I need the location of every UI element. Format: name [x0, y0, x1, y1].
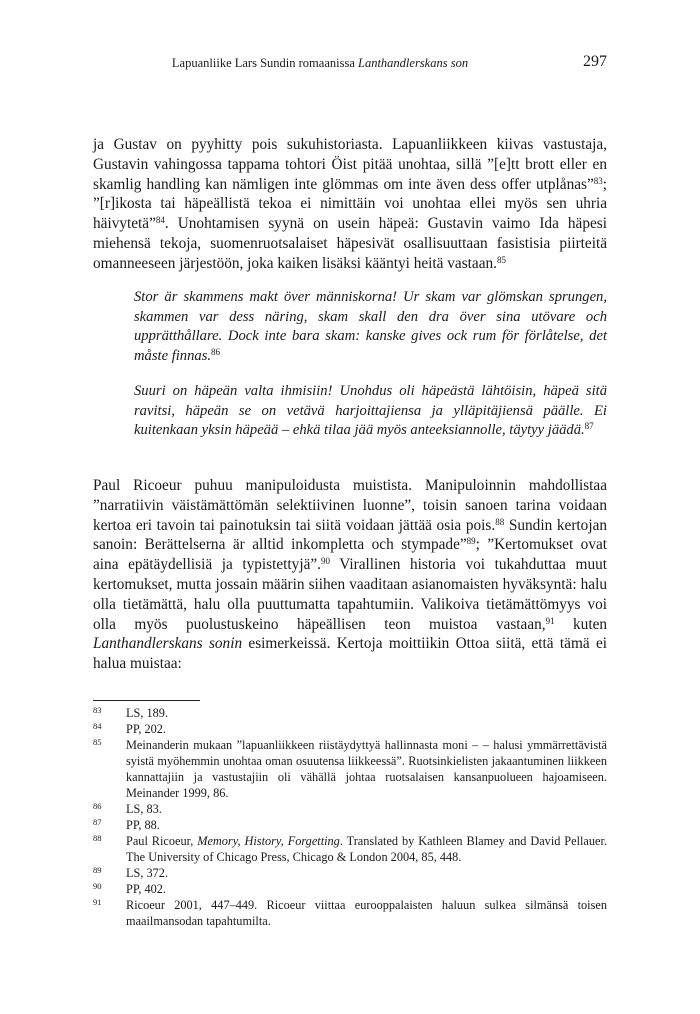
page-number: 297	[583, 53, 607, 70]
footnote-91	[93, 897, 607, 929]
footnote-83	[93, 705, 607, 721]
footnote-ref-84: 84	[155, 215, 165, 226]
paragraph-1	[93, 135, 607, 274]
block-quote-finnish	[134, 382, 607, 441]
page-header	[93, 53, 607, 73]
para2-text-f: esimerkeissä. Kertoja moittiikin Ottoa siitä, että tämä ei halua muistaa:	[93, 635, 608, 673]
footnote-rule	[93, 700, 200, 701]
footnote-number: 86	[93, 801, 102, 811]
footnote-number: 87	[93, 817, 102, 827]
footnote-text-post: . Translated by Kathleen Blamey and David Pellauer. The University of Chicago Press, Chicago & London 2004, 85, 448.	[126, 834, 607, 864]
footnote-text: PP, 402.	[126, 882, 166, 896]
footnote-text: LS, 372.	[126, 866, 169, 880]
footnote-84	[93, 721, 607, 737]
footnote-number: 91	[93, 897, 102, 907]
footnote-ref-88: 88	[495, 516, 505, 527]
footnote-number: 83	[93, 705, 102, 715]
quote2-text: Suuri on häpeän valta ihmisiin! Unohdus oli häpeästä lähtöisin, häpeä sitä ravitsi, häpeän se on vetävä harjoittajiensa ja ylläpitäjiensä päälle. Ei kuitenkaan yksin häpeää – ehkä tilaa jää myös anteeksiannolle, täytyy jäädä.	[134, 383, 607, 438]
footnote-number: 90	[93, 881, 102, 891]
para2-italic-title: Lanthandlerskans sonin	[93, 635, 243, 653]
footnotes	[93, 705, 607, 929]
para1-text-b: ; ”[r]ikosta tai häpeällistä tekoa ei nimittäin voi unohtaa ellei myös sen uhria häivytetä”	[93, 175, 607, 233]
footnote-text: Meinanderin mukaan ”lapuanliikkeen riistäydyttyä hallinnasta moni – – halusi ymmärrettävistä syistä myöhemmin unohtaa oman osuutensa liikkeessä”. Ruotsinkielisten jakaantuminen liikkeen kannattajiin ja vastustajiin oli vähällä johtaa ruotsalaisen kansanpuolueen hajoamiseen. Meinander 1999, 86.	[126, 738, 607, 800]
footnote-text: Ricoeur 2001, 447–449. Ricoeur viittaa eurooppalaisten haluun sulkea silmänsä toisen maailmansodan tapahtumilta.	[126, 898, 607, 928]
footnote-ref-86: 86	[211, 346, 221, 357]
footnote-ref-85: 85	[496, 254, 506, 265]
footnote-text: LS, 83.	[126, 802, 162, 816]
paragraph-2	[93, 476, 607, 674]
footnote-number: 84	[93, 721, 102, 731]
footnote-text: PP, 202.	[126, 722, 166, 736]
footnote-ref-89: 89	[466, 536, 476, 547]
running-head	[93, 56, 547, 71]
footnote-86	[93, 801, 607, 817]
footnote-ref-91: 91	[545, 615, 555, 626]
footnote-88	[93, 833, 607, 865]
footnote-87	[93, 817, 607, 833]
quote1-text: Stor är skammens makt över människorna! Ur skam var glömskan sprungen, skammen var dess näring, skam skall den dra över sina utövare och upprätthållare. Dock inte bara skam: kanske gives ock rum för förlåtelse, det måste finnas.	[134, 289, 607, 364]
running-head-italic: Lanthandlerskans son	[358, 56, 469, 70]
footnote-90	[93, 881, 607, 897]
para1-text-c: . Unohtamisen syynä on usein häpeä: Gustavin vaimo Ida häpesi miehensä tekoja, suomenruotsalaiset häpesivät osallisuuttaan fasistisia piirteitä omanneeseen järjestöön, joka kaiken lisäksi kääntyi heitä vastaan.	[93, 215, 607, 272]
footnote-89	[93, 865, 607, 881]
footnote-book-title: Memory, History, Forgetting	[197, 834, 340, 848]
footnote-ref-90: 90	[320, 556, 330, 567]
para1-text-a: ja Gustav on pyyhitty pois sukuhistoriasta. Lapuanliikkeen kiivas vastustaja, Gustavin vahingossa tappama tohtori Öist pitää unohtaa, sillä ”[e]tt brott eller en skamlig handling kan nämligen inte glömmas om inte även dess offer utplånas”	[93, 136, 607, 193]
para2-text-a: Paul Ricoeur puhuu manipuloidusta muistista. Manipuloinnin mahdollistaa ”narratiivin väistämättömän selektiivinen luonne”, toisin sanoen tarina voidaan kertoa eri tavoin tai painotuksin tai siitä voidaan jättää osia pois.	[93, 477, 607, 534]
footnote-text: PP, 88.	[126, 818, 160, 832]
footnote-text-pre: Paul Ricoeur,	[126, 834, 198, 848]
para2-text-d: Virallinen historia voi tukahduttaa muut kertomukset, mutta jossain määrin siihen vaaditaan asianomaisten hyväksyntä: halu olla tietämättä, halu olla puuttumatta tapahtumiin. Valikoiva tietämättömyys voi olla myös puolustuskeino häpeällisen teon muistoa vastaan,	[93, 556, 607, 633]
footnote-number: 85	[93, 737, 102, 747]
para2-text-b: Sundin kertojan sanoin: Berättelserna är alltid inkompletta och stympade”	[93, 516, 608, 554]
footnote-ref-87: 87	[584, 421, 594, 431]
footnote-text: LS, 189.	[126, 706, 169, 720]
footnote-number: 89	[93, 865, 102, 875]
footnote-number: 88	[93, 833, 102, 843]
footnote-85	[93, 737, 607, 801]
para2-text-c: ; ”Kertomukset ovat aina epätäydellisiä ja typistettyjä”.	[93, 536, 608, 574]
para2-text-e: kuten	[554, 615, 608, 633]
running-head-text: Lapuanliike Lars Sundin romaanissa	[171, 56, 358, 70]
block-quote-swedish	[134, 288, 607, 366]
footnote-ref-83: 83	[593, 175, 603, 186]
